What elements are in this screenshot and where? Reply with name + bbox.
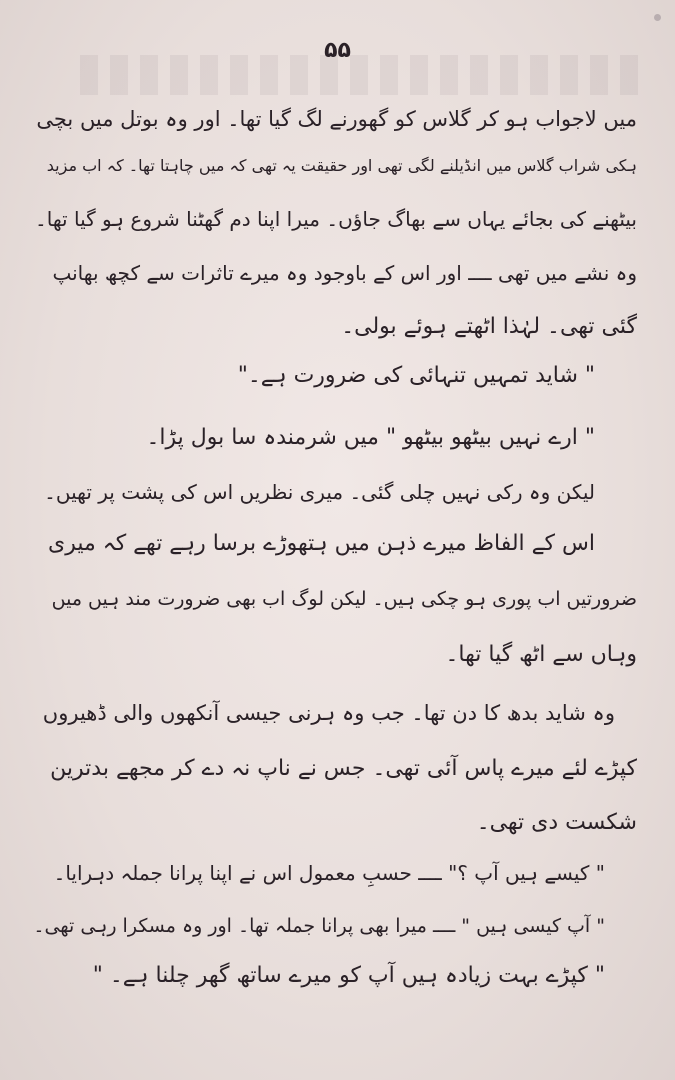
page-number: ۵۵ [324,38,351,63]
text-line: " کیسے ہیں آپ ؟" ــــ حسبِ معمول اس نے اپنا پرانا جملہ دہرایا۔ [53,861,605,885]
text-line: وہ نشے میں تھی ــــ اور اس کے باوجود وہ میرے تاثرات سے کچھ بھانپ [52,261,637,285]
text-line: " کپڑے بہت زیادہ ہیں آپ کو میرے ساتھ گھر چلنا ہے۔ " [92,963,605,988]
text-line: ضرورتیں اب پوری ہو چکی ہیں۔ لیکن لوگ اب بھی ضرورت مند ہیں میں [51,588,637,610]
text-line: ہکی شراب گلاس میں انڈیلنے لگی تھی اور حقیقت یہ تھی کہ میں چاہتا تھا۔ کہ اب مزید [46,156,637,175]
text-line: وہاں سے اٹھ گیا تھا۔ [445,642,637,667]
text-line: شکست دی تھی۔ [476,810,637,835]
text-line: گئی تھی۔ لہٰذا اٹھتے ہوئے بولی۔ [341,314,637,339]
text-line: میں لاجواب ہو کر گلاس کو گھورنے لگ گیا تھا۔ اور وہ بوتل میں بچی [36,107,637,131]
text-line: وہ شاید بدھ کا دن تھا۔ جب وہ ہرنی جیسی آنکھوں والی ڈھیروں [42,701,615,725]
text-line: اس کے الفاظ میرے ذہن میں ہتھوڑے برسا رہے تھے کہ میری [48,531,595,556]
text-line: کپڑے لئے میرے پاس آئی تھی۔ جس نے ناپ نہ دے کر مجھے بدترین [50,756,637,781]
text-line: لیکن وہ رکی نہیں چلی گئی۔ میری نظریں اس کی پشت پر تھیں۔ [44,480,595,504]
text-line: " ارے نہیں بیٹھو بیٹھو " میں شرمندہ سا بول پڑا۔ [146,425,595,450]
text-line: " شاید تمہیں تنہائی کی ضرورت ہے۔" [237,363,595,388]
text-line: بیٹھنے کی بجائے یہاں سے بھاگ جاؤں۔ میرا اپنا دم گھٹنا شروع ہو گیا تھا۔ [35,207,637,231]
text-line: " آپ کیسی ہیں " ــــ میرا بھی پرانا جملہ تھا۔ اور وہ مسکرا رہی تھی۔ [33,915,605,937]
paper-speck [654,14,661,21]
